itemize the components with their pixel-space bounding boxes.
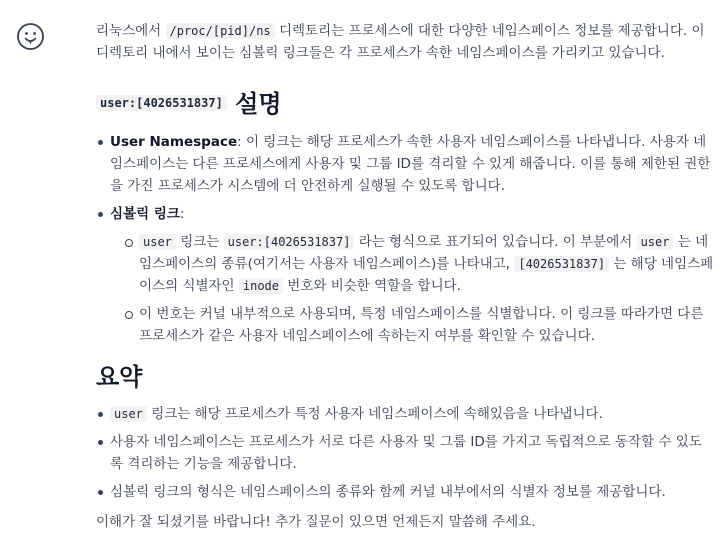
list-item bbox=[110, 481, 714, 503]
inline-code: user:[4026531837] bbox=[96, 95, 227, 111]
item-text: 는 해당 네임스페이스의 식별자인 bbox=[139, 256, 714, 294]
nested-list-item bbox=[139, 231, 714, 297]
item-text: : bbox=[179, 206, 185, 222]
inline-code: inode bbox=[239, 278, 283, 294]
inline-code: user:[4026531837] bbox=[224, 234, 355, 250]
inline-code: [4026531837] bbox=[514, 256, 609, 272]
item-text: 번호와 비슷한 역할을 합니다. bbox=[283, 278, 461, 294]
bold-term: 심볼릭 링크 bbox=[110, 206, 180, 222]
nested-list bbox=[110, 231, 714, 347]
heading-text: 설명 bbox=[235, 90, 282, 118]
list-item bbox=[110, 403, 714, 425]
closing-paragraph: 이해가 잘 되셨기를 바랍니다! 추가 질문이 있으면 언제든지 말씀해 주세요. bbox=[96, 514, 536, 530]
description-list bbox=[96, 131, 714, 347]
list-item bbox=[110, 203, 714, 347]
nested-list-item bbox=[139, 303, 714, 347]
list-item bbox=[110, 131, 714, 197]
intro-text: 리눅스에서 bbox=[96, 23, 166, 39]
item-text: 링크는 bbox=[175, 234, 224, 250]
inline-code: user bbox=[139, 234, 176, 250]
item-text: 사용자 네임스페이스는 프로세스가 서로 다른 사용자 및 그룹 ID를 가지고 독립적으로 동작할 수 있도록 격리하는 기능을 제공합니다. bbox=[110, 434, 702, 472]
item-text: 이 번호는 커널 내부적으로 사용되며, 특정 네임스페이스를 식별합니다. 이 링크를 따라가면 다른 프로세스가 같은 사용자 네임스페이스에 속하는지 여부를 확인할 수 있습니다. bbox=[139, 306, 704, 344]
assistant-avatar-smiley-icon bbox=[16, 22, 45, 51]
assistant-message bbox=[96, 20, 714, 533]
summary-list bbox=[96, 403, 714, 503]
item-text: : 이 링크는 해당 프로세스가 속한 사용자 네임스페이스를 나타냅니다. 사용자 네임스페이스는 다른 프로세스에게 사용자 및 그룹 ID를 격리할 수 있게 해줍니다. 이를 통해 제한된 권한을 가진 프로세스가 시스템에 더 안전하게 실행될 수 있도록 합니다. bbox=[110, 134, 711, 194]
intro-paragraph bbox=[96, 20, 714, 64]
section-heading-summary: 요약 bbox=[96, 363, 143, 391]
inline-code: user bbox=[637, 234, 674, 250]
item-text: 는 네임스페이스의 종류(여기서는 사용자 네임스페이스)를 나타내고, bbox=[139, 234, 709, 272]
inline-code: user bbox=[110, 406, 147, 422]
bold-term: User Namespace bbox=[110, 134, 238, 150]
list-item bbox=[110, 431, 714, 475]
item-text: 라는 형식으로 표기되어 있습니다. 이 부분에서 bbox=[354, 234, 637, 250]
intro-text: 디렉토리는 프로세스에 대한 다양한 네임스페이스 정보를 제공합니다. 이 디렉토리 내에서 보이는 심볼릭 링크들은 각 프로세스가 속한 네임스페이스를 가리키고 있습니다. bbox=[96, 23, 705, 61]
item-text: 심볼릭 링크의 형식은 네임스페이스의 종류와 함께 커널 내부에서의 식별자 정보를 제공합니다. bbox=[110, 484, 666, 500]
item-text: 링크는 해당 프로세스가 특정 사용자 네임스페이스에 속해있음을 나타냅니다. bbox=[146, 406, 603, 422]
section-heading-description bbox=[96, 88, 714, 121]
inline-code: /proc/[pid]/ns bbox=[166, 23, 275, 39]
